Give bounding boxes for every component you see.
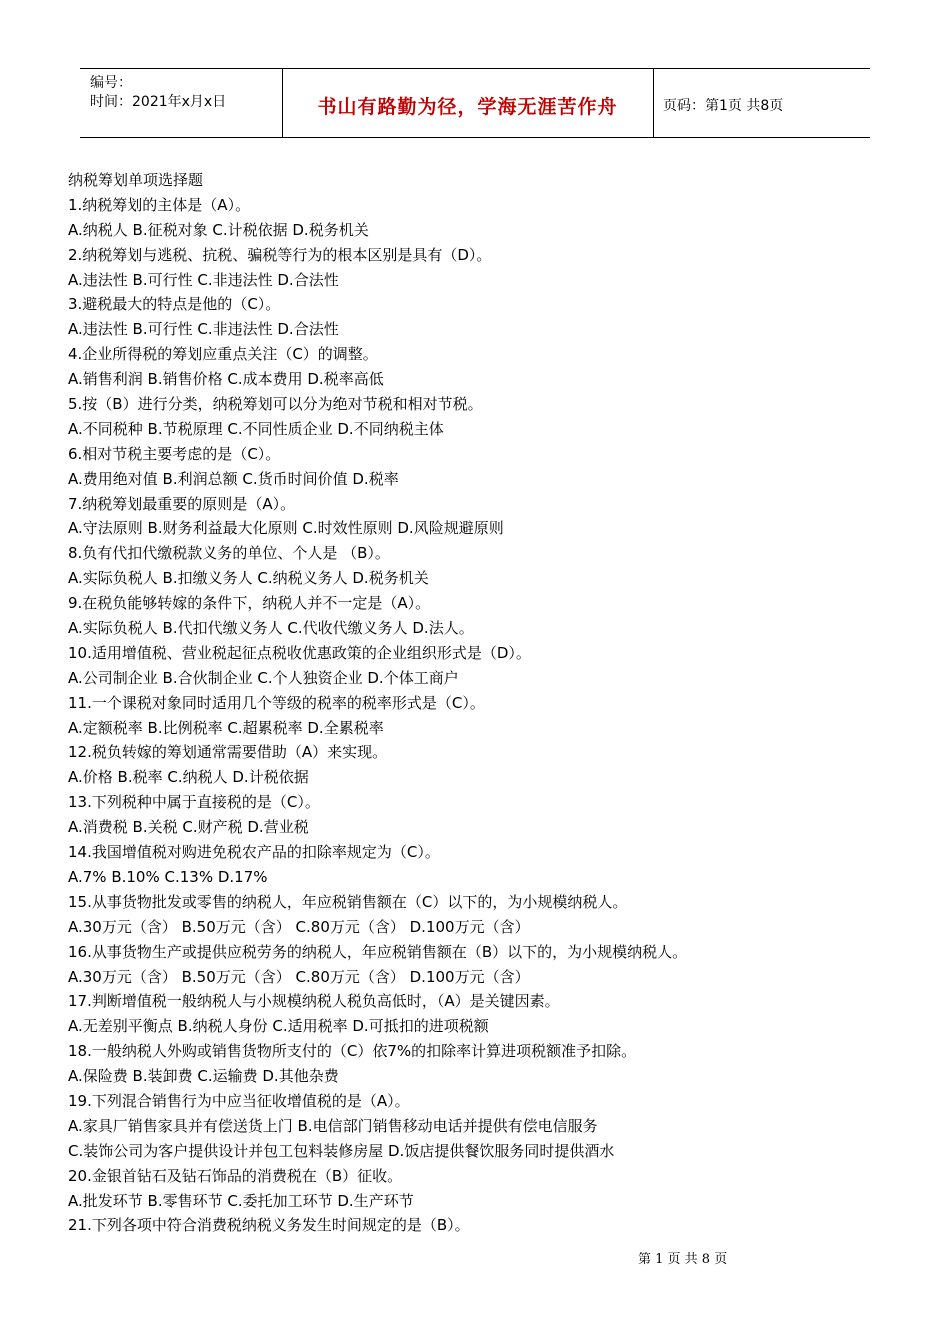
text-line: 5.按（B）进行分类，纳税筹划可以分为绝对节税和相对节税。 (68, 395, 483, 414)
text-line: A.实际负税人 B.代扣代缴义务人 C.代收代缴义务人 D.法人。 (68, 619, 474, 638)
text-line: A.消费税 B.关税 C.财产税 D.营业税 (68, 818, 309, 837)
text-line: 8.负有代扣代缴税款义务的单位、个人是 （B）。 (68, 544, 390, 563)
text-line: A.批发环节 B.零售环节 C.委托加工环节 D.生产环节 (68, 1191, 414, 1210)
header-motto-cell (282, 69, 654, 137)
motto: 书山有路勤为径，学海无涯苦作舟 (317, 96, 618, 118)
number-label: 编号： (90, 75, 132, 91)
text-line: 12.税负转嫁的筹划通常需要借助（A）来实现。 (68, 743, 388, 762)
page-header (80, 68, 870, 138)
text-line: 9.在税负能够转嫁的条件下，纳税人并不一定是（A）。 (68, 594, 431, 613)
text-line: A.违法性 B.可行性 C.非违法性 D.合法性 (68, 320, 339, 339)
text-line: A.销售利润 B.销售价格 C.成本费用 D.税率高低 (68, 370, 384, 389)
text-line: A.公司制企业 B.合伙制企业 C.个人独资企业 D.个体工商户 (68, 668, 459, 687)
text-line: A.7% B.10% C.13% D.17% (68, 867, 268, 886)
text-line: 17.判断增值税一般纳税人与小规模纳税人税负高低时，（A）是关键因素。 (68, 992, 560, 1011)
text-line: 7.纳税筹划最重要的原则是（A）。 (68, 494, 296, 513)
text-line: A.家具厂销售家具并有偿送货上门 B.电信部门销售移动电话并提供有偿电信服务 (68, 1116, 598, 1135)
text-line: A.保险费 B.装卸费 C.运输费 D.其他杂费 (68, 1067, 339, 1086)
text-line: 16.从事货物生产或提供应税劳务的纳税人，年应税销售额在（B）以下的，为小规模纳税人。 (68, 942, 688, 961)
text-line: 10.适用增值税、营业税起征点税收优惠政策的企业组织形式是（D）。 (68, 643, 531, 662)
text-line: 21.下列各项中符合消费税纳税义务发生时间规定的是（B）。 (68, 1216, 470, 1235)
text-line: A.纳税人 B.征税对象 C.计税依据 D.税务机关 (68, 220, 369, 239)
text-line: A.不同税种 B.节税原理 C.不同性质企业 D.不同纳税主体 (68, 419, 444, 438)
header-page-info: 页码：第1页 共8页 (663, 98, 784, 114)
text-line: A.定额税率 B.比例税率 C.超累税率 D.全累税率 (68, 718, 384, 737)
text-line: 11.一个课税对象同时适用几个等级的税率的税率形式是（C）。 (68, 693, 485, 712)
text-line: A.无差别平衡点 B.纳税人身份 C.适用税率 D.可抵扣的进项税额 (68, 1017, 489, 1036)
text-line: A.违法性 B.可行性 C.非违法性 D.合法性 (68, 270, 339, 289)
text-line: 18.一般纳税人外购或销售货物所支付的（C）依7%的扣除率计算进项税额准予扣除。 (68, 1042, 637, 1061)
text-line: 6.相对节税主要考虑的是（C）。 (68, 444, 281, 463)
text-line: 14.我国增值税对购进免税农产品的扣除率规定为（C）。 (68, 843, 440, 862)
text-line: A.30万元（含） B.50万元（含） C.80万元（含） D.100万元（含） (68, 967, 530, 986)
text-line: 2.纳税筹划与逃税、抗税、骗税等行为的根本区别是具有（D）。 (68, 245, 492, 264)
text-line: A.费用绝对值 B.利润总额 C.货币时间价值 D.税率 (68, 469, 399, 488)
document-body (68, 168, 888, 1238)
header-meta-cell (80, 69, 283, 137)
text-line: C.装饰公司为客户提供设计并包工包料装修房屋 D.饭店提供餐饮服务同时提供酒水 (68, 1141, 615, 1160)
page-footer: 第 1 页 共 8 页 (638, 1252, 728, 1267)
text-line: A.30万元（含） B.50万元（含） C.80万元（含） D.100万元（含） (68, 917, 530, 936)
document-title: 纳税筹划单项选择题 (68, 171, 204, 189)
text-line: A.实际负税人 B.扣缴义务人 C.纳税义务人 D.税务机关 (68, 569, 429, 588)
text-line: A.价格 B.税率 C.纳税人 D.计税依据 (68, 768, 309, 787)
time-label: 时间：2021年x月x日 (90, 94, 227, 110)
header-page-cell (653, 69, 870, 137)
text-line: 13.下列税种中属于直接税的是（C）。 (68, 793, 320, 812)
text-line: A.守法原则 B.财务利益最大化原则 C.时效性原则 D.风险规避原则 (68, 519, 504, 538)
text-line: 19.下列混合销售行为中应当征收增值税的是（A）。 (68, 1091, 410, 1110)
text-line: 20.金银首钻石及钻石饰品的消费税在（B）征收。 (68, 1166, 403, 1185)
text-line: 3.避税最大的特点是他的（C）。 (68, 295, 281, 314)
text-line: 15.从事货物批发或零售的纳税人，年应税销售额在（C）以下的，为小规模纳税人。 (68, 892, 628, 911)
text-line: 4.企业所得税的筹划应重点关注（C）的调整。 (68, 345, 378, 364)
text-line: 1.纳税筹划的主体是（A）。 (68, 195, 251, 214)
